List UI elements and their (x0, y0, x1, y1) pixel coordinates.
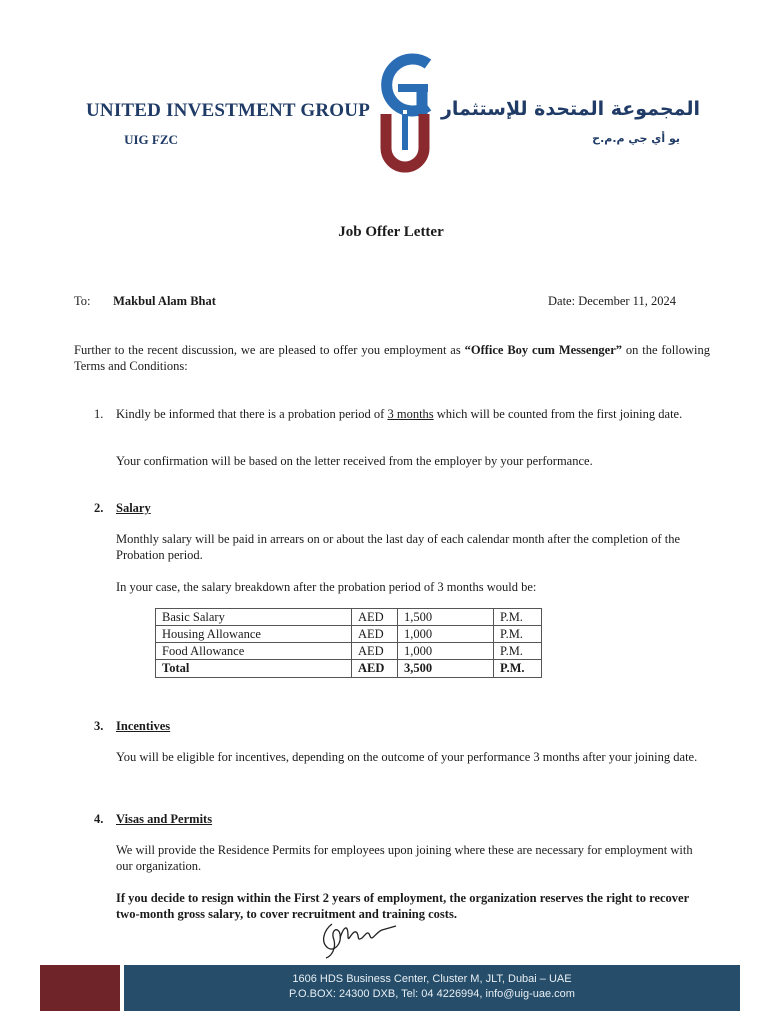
footer-band (124, 965, 740, 1011)
section-number: 1. (94, 407, 104, 421)
table-row-total (156, 660, 542, 678)
table-row (156, 626, 542, 643)
section-number: 3. (94, 719, 104, 733)
salary-item: Food Allowance (156, 643, 352, 660)
salary-amount: 1,000 (398, 643, 494, 660)
salary-amount: 1,500 (398, 609, 494, 626)
intro-position: “Office Boy cum Messenger” (464, 343, 622, 357)
company-name-en: UNITED INVESTMENT GROUP (86, 100, 371, 121)
recipient-name: Makbul Alam Bhat (113, 294, 216, 308)
probation-text-before: Kindly be informed that there is a probation period of (116, 407, 388, 421)
table-row (156, 643, 542, 660)
salary-currency: AED (352, 626, 398, 643)
intro-text-before: Further to the recent discussion, we are pleased to offer you employment as (74, 343, 465, 357)
section-number: 2. (94, 501, 104, 515)
salary-period: P.M. (494, 609, 542, 626)
section-paragraph: Monthly salary will be paid in arrears on or about the last day of each calendar month after the completion of the Probation period. (116, 532, 681, 562)
salary-total-period: P.M. (494, 660, 542, 678)
section-paragraph: Your confirmation will be based on the letter received from the employer by your performance. (116, 454, 593, 468)
salary-amount: 1,000 (398, 626, 494, 643)
intro-paragraph (74, 342, 710, 374)
section-heading: Incentives (116, 719, 171, 733)
footer-accent-block (40, 965, 120, 1011)
company-header-ar (440, 98, 700, 145)
salary-table (155, 608, 542, 678)
salary-currency: AED (352, 643, 398, 660)
salary-total-currency: AED (352, 660, 398, 678)
company-subname-ar: يو أي جي م.م.ح (592, 132, 680, 145)
recipient-line (74, 294, 216, 309)
resignation-clause: If you decide to resign within the First 2 years of employment, the organization reserves the right to recover two-month gross salary, to cover recruitment and training costs. (116, 891, 689, 921)
intro-text-after: on the following Terms and Conditions: (74, 343, 710, 373)
section-paragraph: In your case, the salary breakdown after the probation period of 3 months would be: (116, 580, 537, 594)
section-number: 4. (94, 812, 104, 826)
salary-total-amount: 3,500 (398, 660, 494, 678)
footer (0, 965, 768, 1011)
handwritten-signature-icon (312, 916, 402, 960)
section-paragraph (116, 406, 710, 422)
probation-period: 3 months (387, 407, 434, 421)
company-name-ar: المجموعة المتحدة للإستثمار (440, 98, 700, 120)
company-subname-en: UIG FZC (124, 132, 178, 147)
salary-period: P.M. (494, 626, 542, 643)
salary-item: Basic Salary (156, 609, 352, 626)
salary-period: P.M. (494, 643, 542, 660)
footer-address: 1606 HDS Business Center, Cluster M, JLT, Dubai – UAE (292, 973, 572, 985)
document-title: Job Offer Letter (338, 224, 444, 240)
section-heading: Salary (116, 501, 151, 515)
salary-total-label: Total (156, 660, 352, 678)
section-paragraph: You will be eligible for incentives, depending on the outcome of your performance 3 months after your joining date. (116, 750, 698, 764)
letter-date: Date: December 11, 2024 (548, 294, 676, 308)
section-paragraph: We will provide the Residence Permits for employees upon joining where these are necessary for employment with our organization. (116, 843, 693, 873)
uig-logo-icon (370, 44, 440, 174)
to-label: To: (74, 294, 91, 308)
table-row (156, 609, 542, 626)
salary-currency: AED (352, 609, 398, 626)
footer-contact: P.O.BOX: 24300 DXB, Tel: 04 4226994, info@uig-uae.com (289, 988, 575, 1000)
company-header-en (86, 100, 371, 148)
probation-text-after: which will be counted from the first joining date. (433, 407, 683, 421)
section-heading: Visas and Permits (116, 812, 213, 826)
salary-item: Housing Allowance (156, 626, 352, 643)
